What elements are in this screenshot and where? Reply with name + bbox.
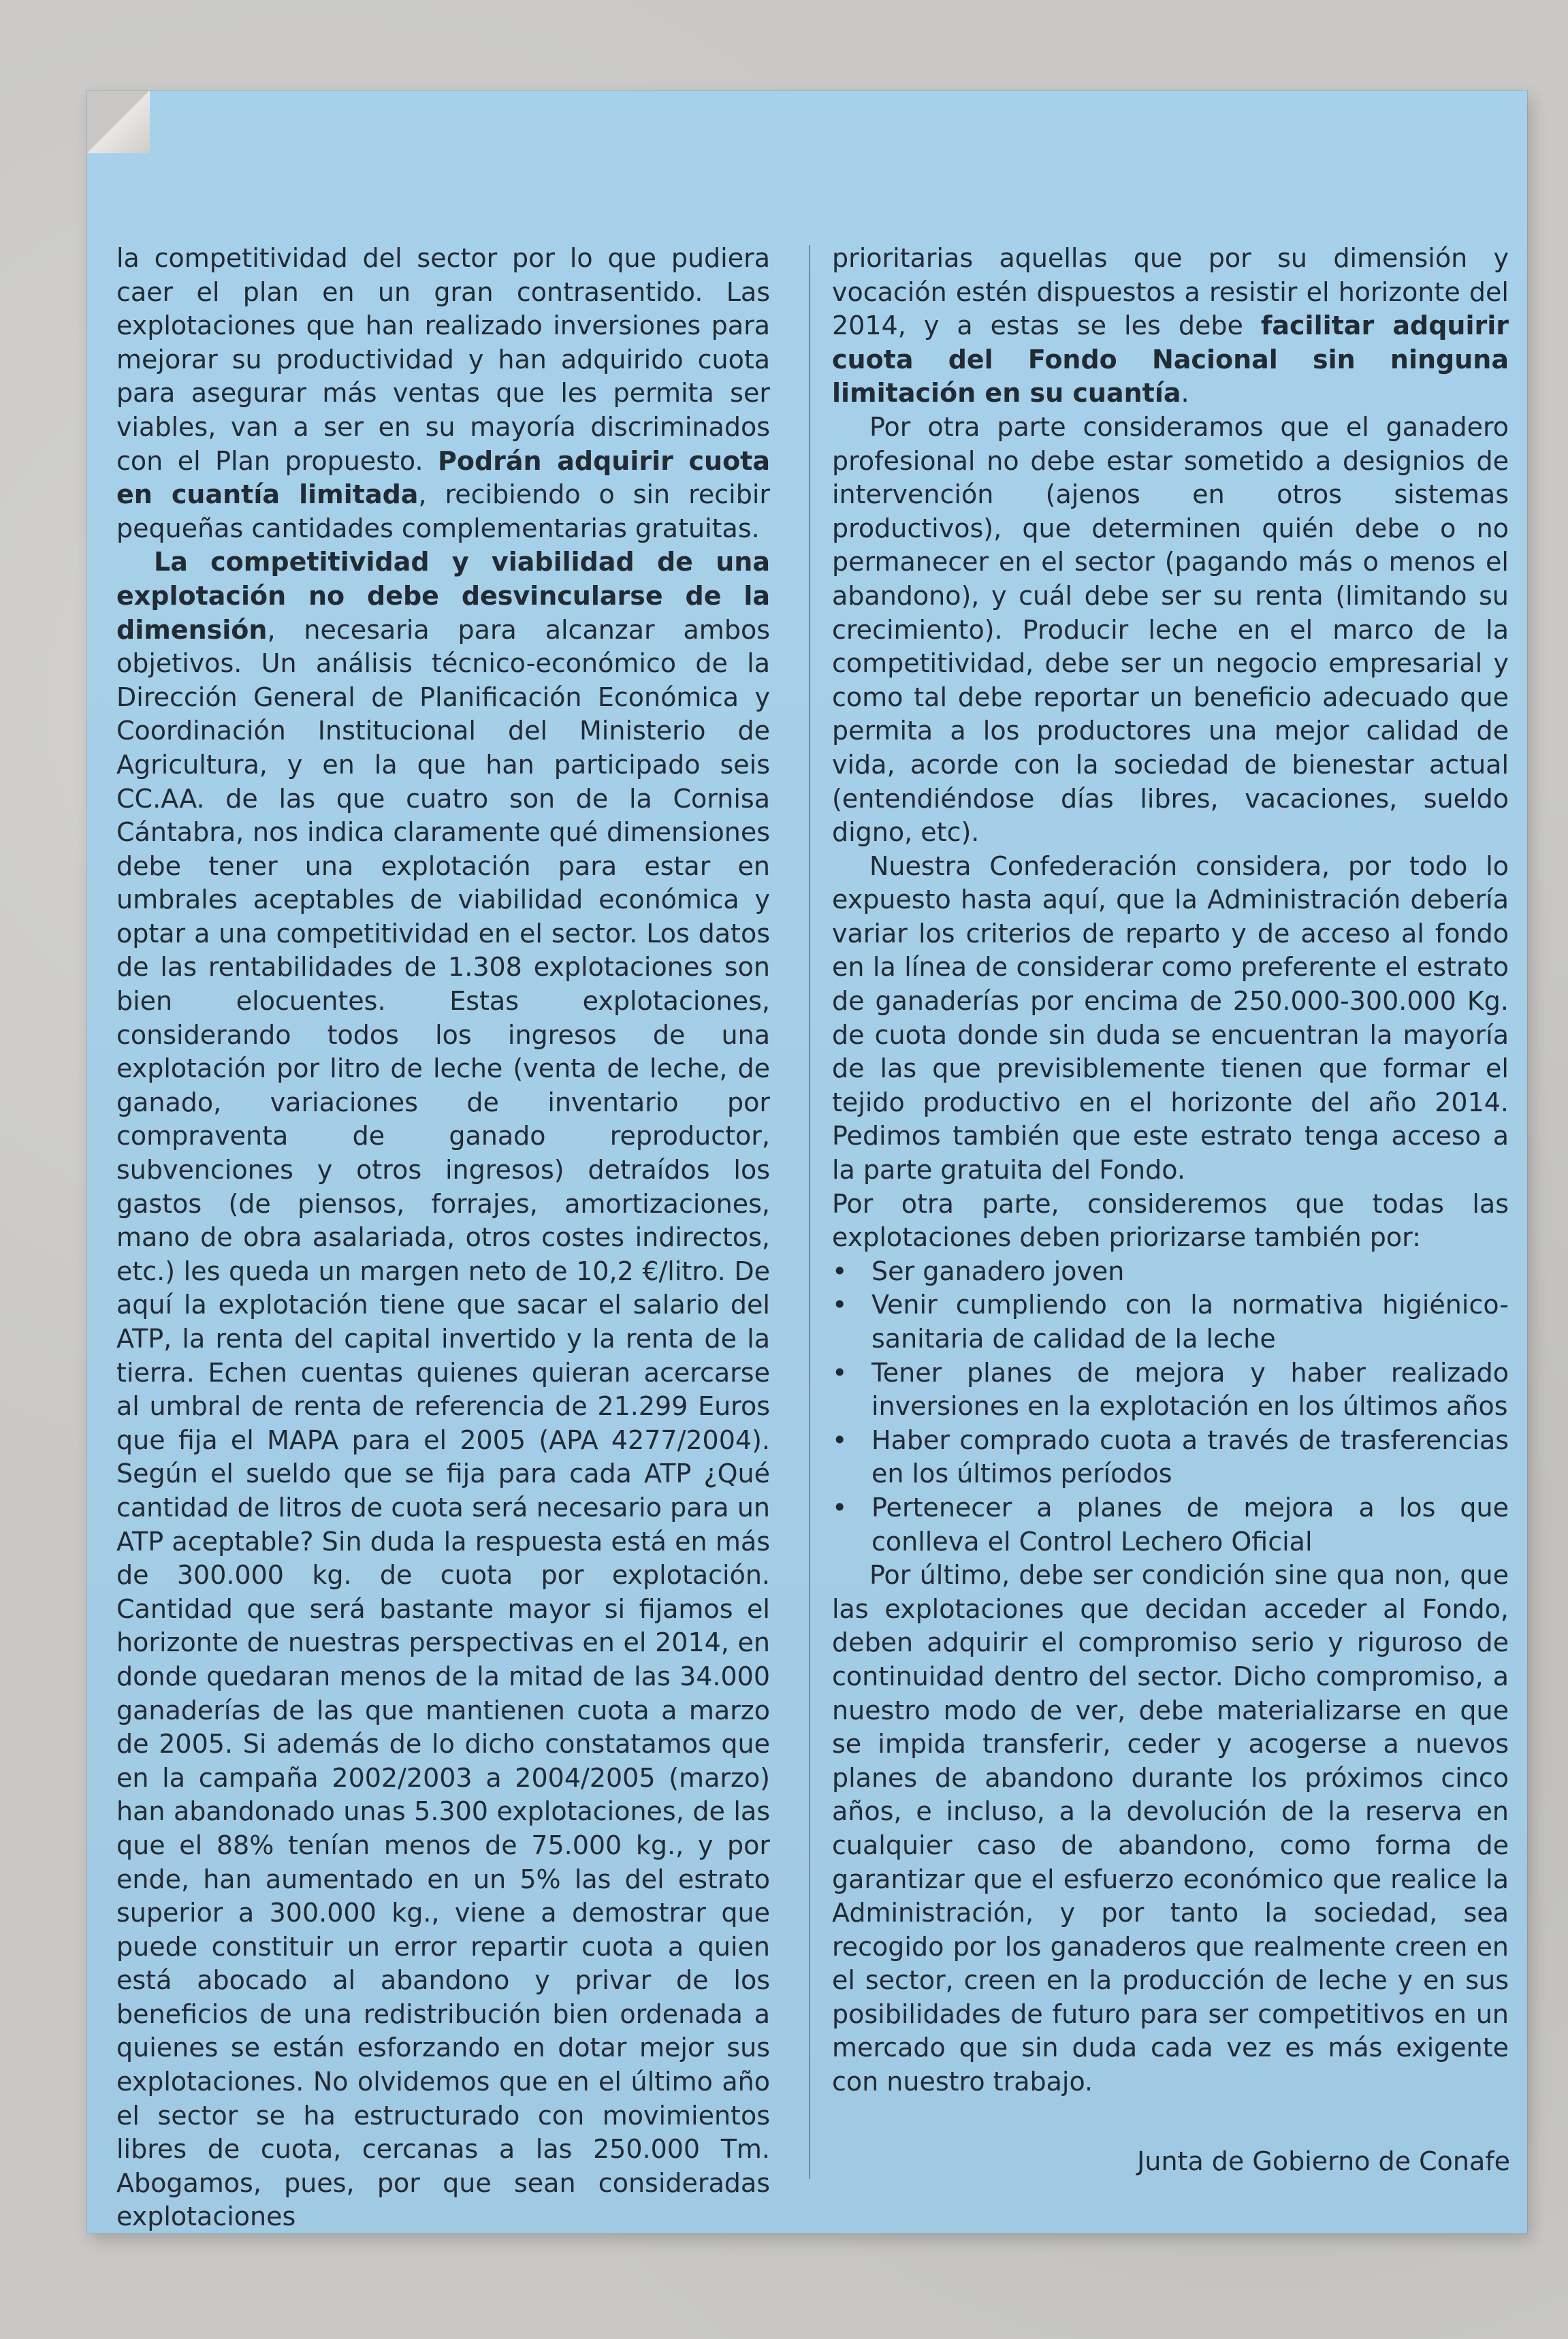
right-column <box>832 242 1509 2099</box>
bold-text-run: facilitar adquirir cuota del Fondo Nacional sin ninguna limitación en su cuantía <box>832 311 1509 409</box>
left-paragraph-2 <box>116 545 770 2234</box>
bullet-item: • Haber comprado cuota a través de trasferencias en los últimos períodos <box>832 1424 1509 1491</box>
text-run: prioritarias aquellas que por su dimensión y vocación estén dispuestos a resistir el horizonte del 2014, y a estas se les debe <box>832 243 1509 341</box>
column-divider <box>809 245 810 2179</box>
text-run: , recibiendo o sin recibir pequeñas cantidades complementarias gratuitas. <box>116 479 770 543</box>
folded-corner-flap <box>87 91 150 153</box>
bold-text-run: Podrán adquirir cuota en cuantía limitada <box>116 445 770 510</box>
bullet-item: • Tener planes de mejora y haber realizado inversiones en la explotación en los últimos años <box>832 1356 1509 1424</box>
text-run: . <box>1181 378 1189 409</box>
right-paragraph-5: Por último, debe ser condición sine qua non, que las explotaciones que decidan acceder al Fondo, deben adquirir el compromiso serio y riguroso de continuidad dentro del sector. Dicho compromiso, a nuestro modo de ver, debe materializarse en que se impida transferir, ceder y acogerse a nuevos planes de abandono durante los próximos cinco años, e incluso, a la devolución de la reserva en cualquier caso de abandono, como forma de garantizar que el esfuerzo económico que realice la Administración, y por tanto la sociedad, sea recogido por los ganaderos que realmente creen en el sector, creen en la producción de leche y en sus posibilidades de futuro para ser competitivos en un mercado que sin duda cada vez es más exigente con nuestro trabajo. <box>832 1560 1509 2097</box>
text-run: la competitividad del sector por lo que pudiera caer el plan en un gran contrasentido. Las explotaciones que han realizado inversiones para mejorar su productividad y han adquirido cuota para asegurar más ventas que les permita ser viables, van a ser en su mayoría discriminados con el Plan propuesto. <box>116 243 770 476</box>
right-paragraph-2: Por otra parte consideramos que el ganadero profesional no debe estar sometido a designios de intervención (ajenos en otros sistemas productivos), que determinen quién debe o no permanecer en el sector (pagando más o menos el abandono), y cuál debe ser su renta (limitando su crecimiento). Producir leche en el marco de la competitividad, debe ser un negocio empresarial y como tal debe reportar un beneficio adecuado que permita a los productores una mejor calidad de vida, acorde con la sociedad de bienestar actual (entendiéndose días libres, vacaciones, sueldo digno, etc). <box>832 411 1509 848</box>
left-column <box>116 242 770 2234</box>
right-paragraph-4: Por otra parte, consideremos que todas las explotaciones deben priorizarse también por: <box>832 1188 1509 1253</box>
bullet-item: • Venir cumpliendo con la normativa higiénico-sanitaria de calidad de la leche <box>832 1288 1509 1356</box>
right-paragraph-1 <box>832 242 1509 411</box>
left-paragraph-1 <box>116 242 770 545</box>
bold-text-run: La competitividad y viabilidad de una explotación no debe desvincularse de la dimensión <box>116 547 770 645</box>
signature: Junta de Gobierno de Conafe <box>1137 2146 1510 2176</box>
right-paragraph-3: Nuestra Confederación considera, por todo lo expuesto hasta aquí, que la Administración debería variar los criterios de reparto y de acceso al fondo en la línea de considerar como preferente el estrato de ganaderías por encima de 250.000-300.000 Kg. de cuota donde sin duda se encuentran la mayoría de las que previsiblemente tienen que formar el tejido productivo en el horizonte del año 2014. Pedimos también que este estrato tenga acceso a la parte gratuita del Fondo. <box>832 850 1509 1186</box>
bullet-item: • Ser ganadero joven <box>832 1255 1509 1289</box>
text-run: , necesaria para alcanzar ambos objetivos. Un análisis técnico-económico de la Dirección General de Planificación Económica y Coordinación Institucional del Ministerio de Agricultura, y en la que han participado seis CC.AA. de las que cuatro son de la Cornisa Cántabra, nos indica claramente qué dimensiones debe tener una explotación para estar en umbrales aceptables de viabilidad económica y optar a una competitividad en el sector. Los datos de las rentabilidades de 1.308 explotaciones son bien elocuentes. Estas explotaciones, considerando todos los ingresos de una explotación por litro de leche (venta de leche, de ganado, variaciones de inventario por compraventa de ganado reproductor, subvenciones y otros ingresos) detraídos los gastos (de piensos, forrajes, amortizaciones, mano de obra asalariada, otros costes indirectos, etc.) les queda un margen neto de 10,2 €/litro. De aquí la explotación tiene que sacar el salario del ATP, la renta del capital invertido y la renta de la tierra. Echen cuentas quienes quieran acercarse al umbral de renta de referencia de 21.299 Euros que fija el MAPA para el 2005 (APA 4277/2004). Según el sueldo que se fija para cada ATP ¿Qué cantidad de litros de cuota será necesario para un ATP aceptable? Sin duda la respuesta está en más de 300.000 kg. de cuota por explotación. Cantidad que será bastante mayor si fijamos el horizonte de nuestras perspectivas en el 2014, en donde quedaran menos de la mitad de las 34.000 ganaderías de las que mantienen cuota a marzo de 2005. Si además de lo dicho constatamos que en la campaña 2002/2003 a 2004/2005 (marzo) han abandonado unas 5.300 explotaciones, de las que el 88% tenían menos de 75.000 kg., y por ende, han aumentado en un 5% las del estrato superior a 300.000 kg., viene a demostrar que puede constituir un error repartir cuota a quien está abocado al abandono y privar de los beneficios de una redistribución bien ordenada a quienes se están esforzando en dotar mejor sus explotaciones. No olvidemos que en el último año el sector se ha estructurado con movimientos libres de cuota, cercanas a las 250.000 Tm. Abogamos, pues, por que sean consideradas explotaciones <box>116 614 770 2232</box>
bullet-item: • Pertenecer a planes de mejora a los que conlleva el Control Lechero Oficial <box>832 1491 1509 1559</box>
